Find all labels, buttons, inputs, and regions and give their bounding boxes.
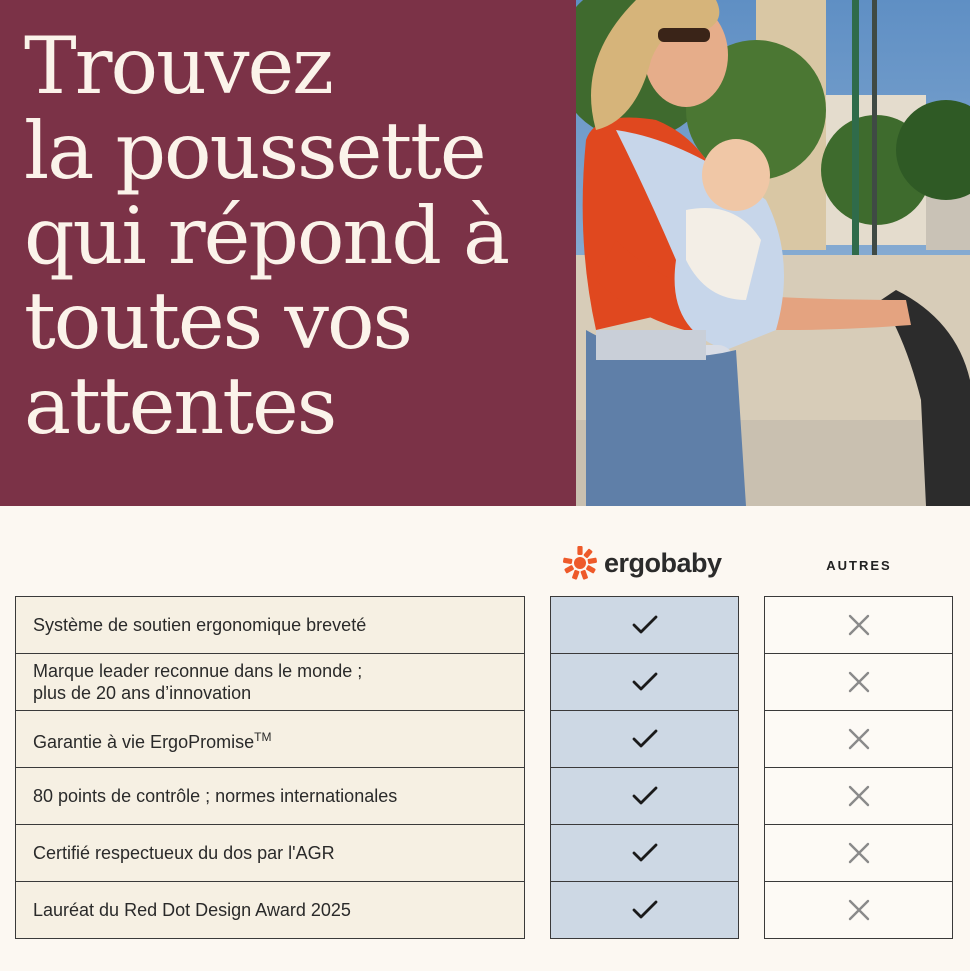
check-icon bbox=[631, 728, 659, 750]
ergobaby-cell bbox=[550, 711, 739, 768]
feature-text: Système de soutien ergonomique breveté bbox=[33, 615, 367, 635]
ergobaby-cell bbox=[550, 654, 739, 711]
others-cell bbox=[764, 596, 953, 654]
headline-line: toutes vos bbox=[24, 275, 412, 367]
headline bbox=[24, 20, 509, 452]
others-column-header: AUTRES bbox=[826, 558, 892, 573]
headline-line: la poussette bbox=[24, 105, 485, 197]
ergobaby-brand-header bbox=[562, 545, 722, 581]
others-cell bbox=[764, 825, 953, 882]
feature-column bbox=[15, 596, 525, 939]
feature-row bbox=[15, 768, 525, 825]
feature-text-main: Garantie à vie ErgoPromise bbox=[33, 731, 255, 752]
feature-row bbox=[15, 654, 525, 711]
photo-illustration bbox=[576, 0, 970, 506]
check-icon bbox=[631, 671, 659, 693]
ergobaby-cell bbox=[550, 882, 739, 939]
ergobaby-logo-icon bbox=[562, 545, 598, 581]
feature-text: Certifié respectueux du dos par l'AGR bbox=[33, 843, 335, 863]
others-cell bbox=[764, 654, 953, 711]
others-column bbox=[764, 596, 953, 939]
feature-row bbox=[15, 711, 525, 768]
ergobaby-column bbox=[550, 596, 739, 939]
x-icon bbox=[847, 841, 871, 865]
feature-row bbox=[15, 882, 525, 939]
check-icon bbox=[631, 842, 659, 864]
x-icon bbox=[847, 784, 871, 808]
others-cell bbox=[764, 768, 953, 825]
headline-line: qui répond à bbox=[24, 190, 509, 282]
feature-row bbox=[15, 825, 525, 882]
others-cell bbox=[764, 882, 953, 939]
x-icon bbox=[847, 613, 871, 637]
trademark-mark: TM bbox=[254, 729, 272, 744]
headline-line: Trouvez bbox=[24, 20, 332, 112]
feature-text: 80 points de contrôle ; normes internationales bbox=[33, 786, 398, 806]
ergobaby-cell bbox=[550, 825, 739, 882]
feature-text bbox=[33, 660, 362, 704]
feature-text-line1: Marque leader reconnue dans le monde ; bbox=[33, 661, 363, 681]
feature-text-line2: plus de 20 ans d’innovation bbox=[33, 683, 252, 703]
headline-line: attentes bbox=[24, 360, 336, 452]
check-icon bbox=[631, 614, 659, 636]
hero-headline-panel bbox=[0, 0, 576, 506]
check-icon bbox=[631, 785, 659, 807]
feature-text bbox=[33, 726, 271, 753]
feature-row bbox=[15, 596, 525, 654]
x-icon bbox=[847, 898, 871, 922]
hero-photo-mother-carrying-baby bbox=[576, 0, 970, 506]
ergobaby-cell bbox=[550, 768, 739, 825]
ergobaby-cell bbox=[550, 596, 739, 654]
others-cell bbox=[764, 711, 953, 768]
check-icon bbox=[631, 899, 659, 921]
feature-text: Lauréat du Red Dot Design Award 2025 bbox=[33, 900, 351, 920]
x-icon bbox=[847, 727, 871, 751]
x-icon bbox=[847, 670, 871, 694]
ergobaby-brand-name: ergobaby bbox=[604, 547, 722, 578]
